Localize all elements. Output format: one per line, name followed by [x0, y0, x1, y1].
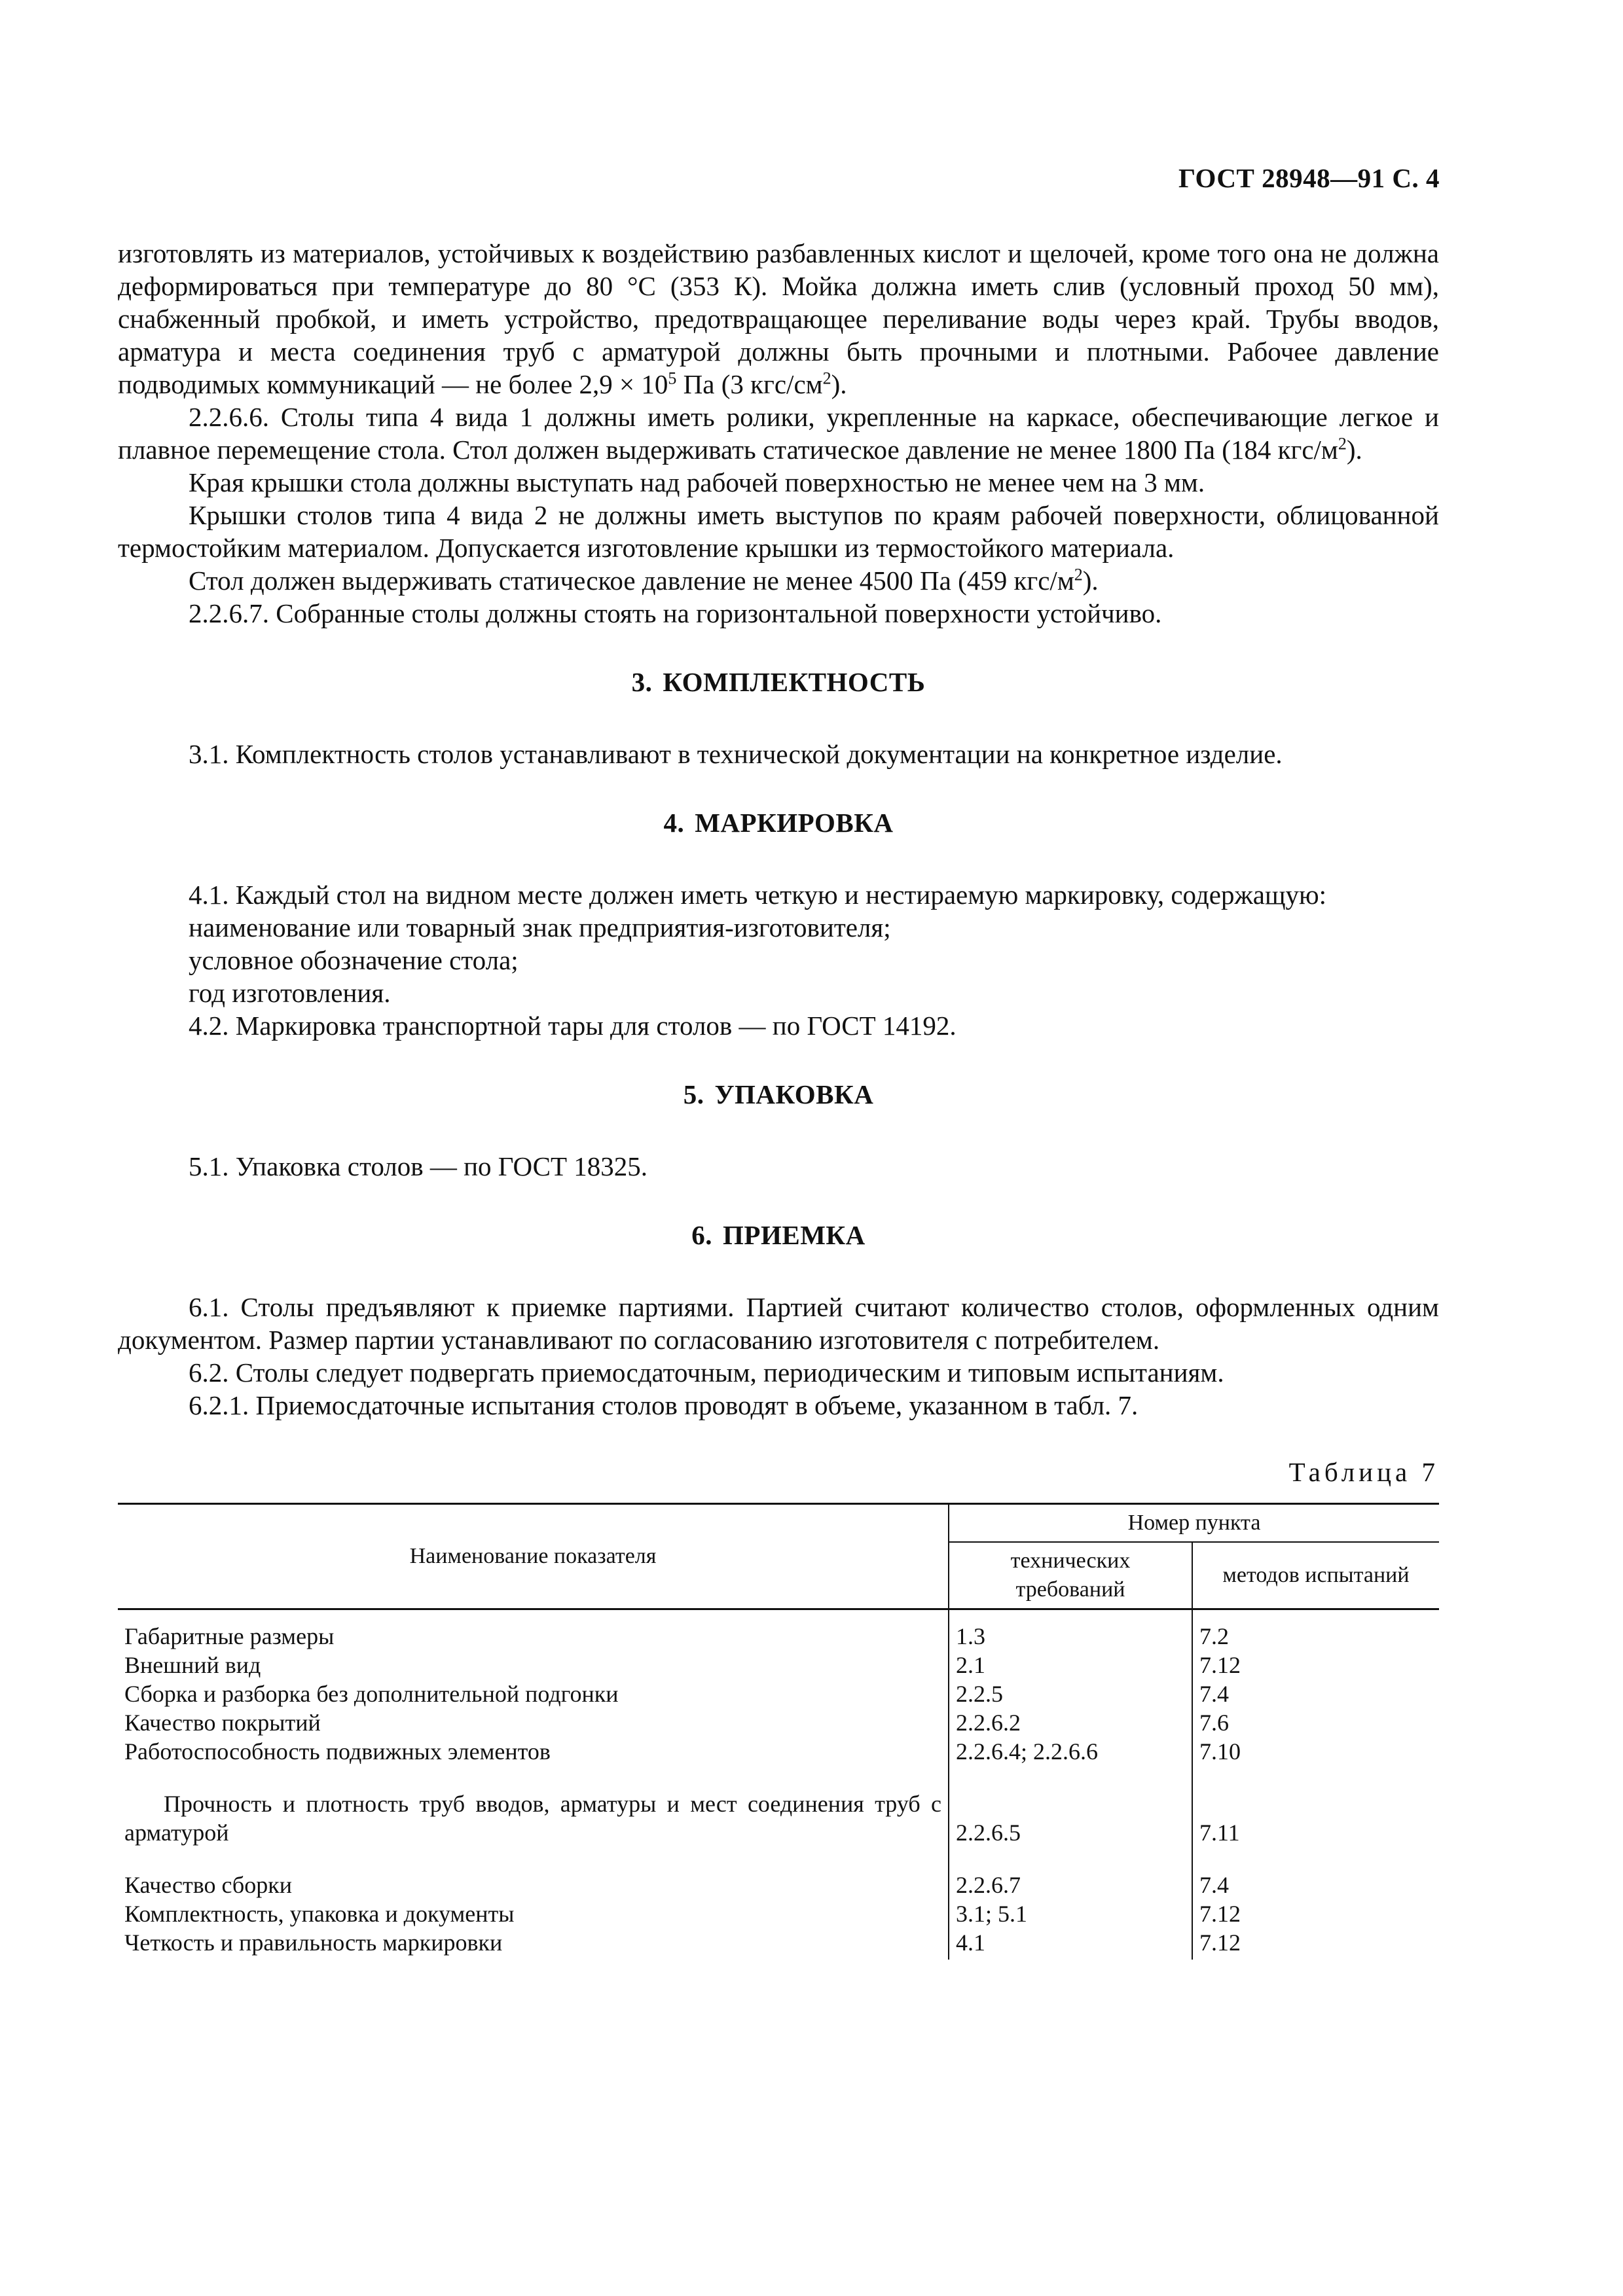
list-item: год изготовления. [189, 978, 391, 1008]
paragraph: 6.2. Столы следует подвергать приемосдаточным, периодическим и типовым испытаниям. [189, 1357, 1224, 1388]
column-header-requirements: технических требований [949, 1542, 1192, 1609]
section-heading-6: 6. ПРИЕМКА [691, 1220, 866, 1250]
table-row: Четкость и правильность маркировки 4.1 7.12 [118, 1928, 1439, 1960]
paragraph: 4.2. Маркировка транспортной тары для столов — по ГОСТ 14192. [189, 1011, 957, 1041]
paragraph: 2.2.6.6. Столы типа 4 вида 1 должны иметь ролики, укрепленные на каркасе, обеспечивающие легкое и плавное перемещение стола. Стол должен выдерживать статическое давление не менее 1800 Па (184 кгс/$м^2$). [118, 402, 1439, 465]
paragraph: Стол должен выдерживать статическое давление не менее 4500 Па (459 кгс/$м^2$). [189, 565, 1099, 596]
section-heading-3: 3. КОМПЛЕКТНОСТЬ [631, 667, 926, 697]
table-gap [118, 1847, 1439, 1871]
table-row: Комплектность, упаковка и документы 3.1; 5.1 7.12 [118, 1899, 1439, 1928]
paragraph: 6.1. Столы предъявляют к приемке партиями. Партией считают количество столов, оформленных одним документом. Размер партии устанавливают по согласованию изготовителя с потребителем. [118, 1292, 1439, 1355]
page-header: ГОСТ 28948—91 С. 4 [1178, 163, 1440, 193]
table-row: Внешний вид 2.1 7.12 [118, 1651, 1439, 1679]
table-row: Качество покрытий 2.2.6.2 7.6 [118, 1708, 1439, 1737]
list-item: наименование или товарный знак предприятия-изготовителя; [189, 912, 891, 942]
table-row: Сборка и разборка без дополнительной подгонки 2.2.5 7.4 [118, 1679, 1439, 1708]
document-body [118, 237, 1439, 1960]
paragraph: Края крышки стола должны выступать над рабочей поверхностью не менее чем на 3 мм. [189, 467, 1205, 497]
section-heading-4: 4. МАРКИРОВКА [663, 808, 894, 838]
table-gap [118, 1766, 1439, 1789]
table-caption: Таблица 7 [1288, 1457, 1439, 1487]
paragraph: 2.2.6.7. Собранные столы должны стоять на горизонтальной поверхности устойчиво. [189, 598, 1162, 628]
column-header-group: Номер пункта [949, 1504, 1439, 1543]
list-item: условное обозначение стола; [189, 945, 519, 975]
section-heading-5: 5. УПАКОВКА [683, 1079, 874, 1109]
column-header-methods: методов испытаний [1192, 1542, 1439, 1609]
column-header-name: Наименование показателя [118, 1504, 949, 1609]
table-7 [118, 1503, 1439, 1960]
paragraph: 3.1. Комплектность столов устанавливают в технической документации на конкретное изделие. [189, 739, 1283, 769]
table-row: Работоспособность подвижных элементов 2.2.6.4; 2.2.6.6 7.10 [118, 1737, 1439, 1766]
table-row: Прочность и плотность труб вводов, арматуры и мест соединения труб с арматурой 2.2.6.5 7.11 [118, 1789, 1439, 1847]
paragraph: 5.1. Упаковка столов — по ГОСТ 18325. [189, 1151, 647, 1181]
paragraph: 6.2.1. Приемосдаточные испытания столов проводят в объеме, указанном в табл. 7. [189, 1390, 1139, 1420]
paragraph: 4.1. Каждый стол на видном месте должен иметь четкую и нестираемую маркировку, содержащую: [189, 880, 1327, 910]
table-row: Габаритные размеры 1.3 7.2 [118, 1609, 1439, 1651]
paragraph: изготовлять из материалов, устойчивых к воздействию разбавленных кислот и щелочей, кроме того она не должна деформироваться при температуре до 80 °С (353 К). Мойка должна иметь слив (условный проход 50 мм), снабженный пробкой, и иметь устройство, предотвращающее переливание воды через край. Трубы вводов, арматура и места соединения труб с арматурой должны быть прочными и плотными. Рабочее давление подводимых коммуникаций — не более $2,9 \times 10^5$ Па (3 кгс/$см^2$). [118, 238, 1439, 399]
table-row: Качество сборки 2.2.6.7 7.4 [118, 1871, 1439, 1899]
paragraph: Крышки столов типа 4 вида 2 не должны иметь выступов по краям рабочей поверхности, облицованной термостойким материалом. Допускается изготовление крышки из термостойкого материала. [118, 500, 1439, 563]
